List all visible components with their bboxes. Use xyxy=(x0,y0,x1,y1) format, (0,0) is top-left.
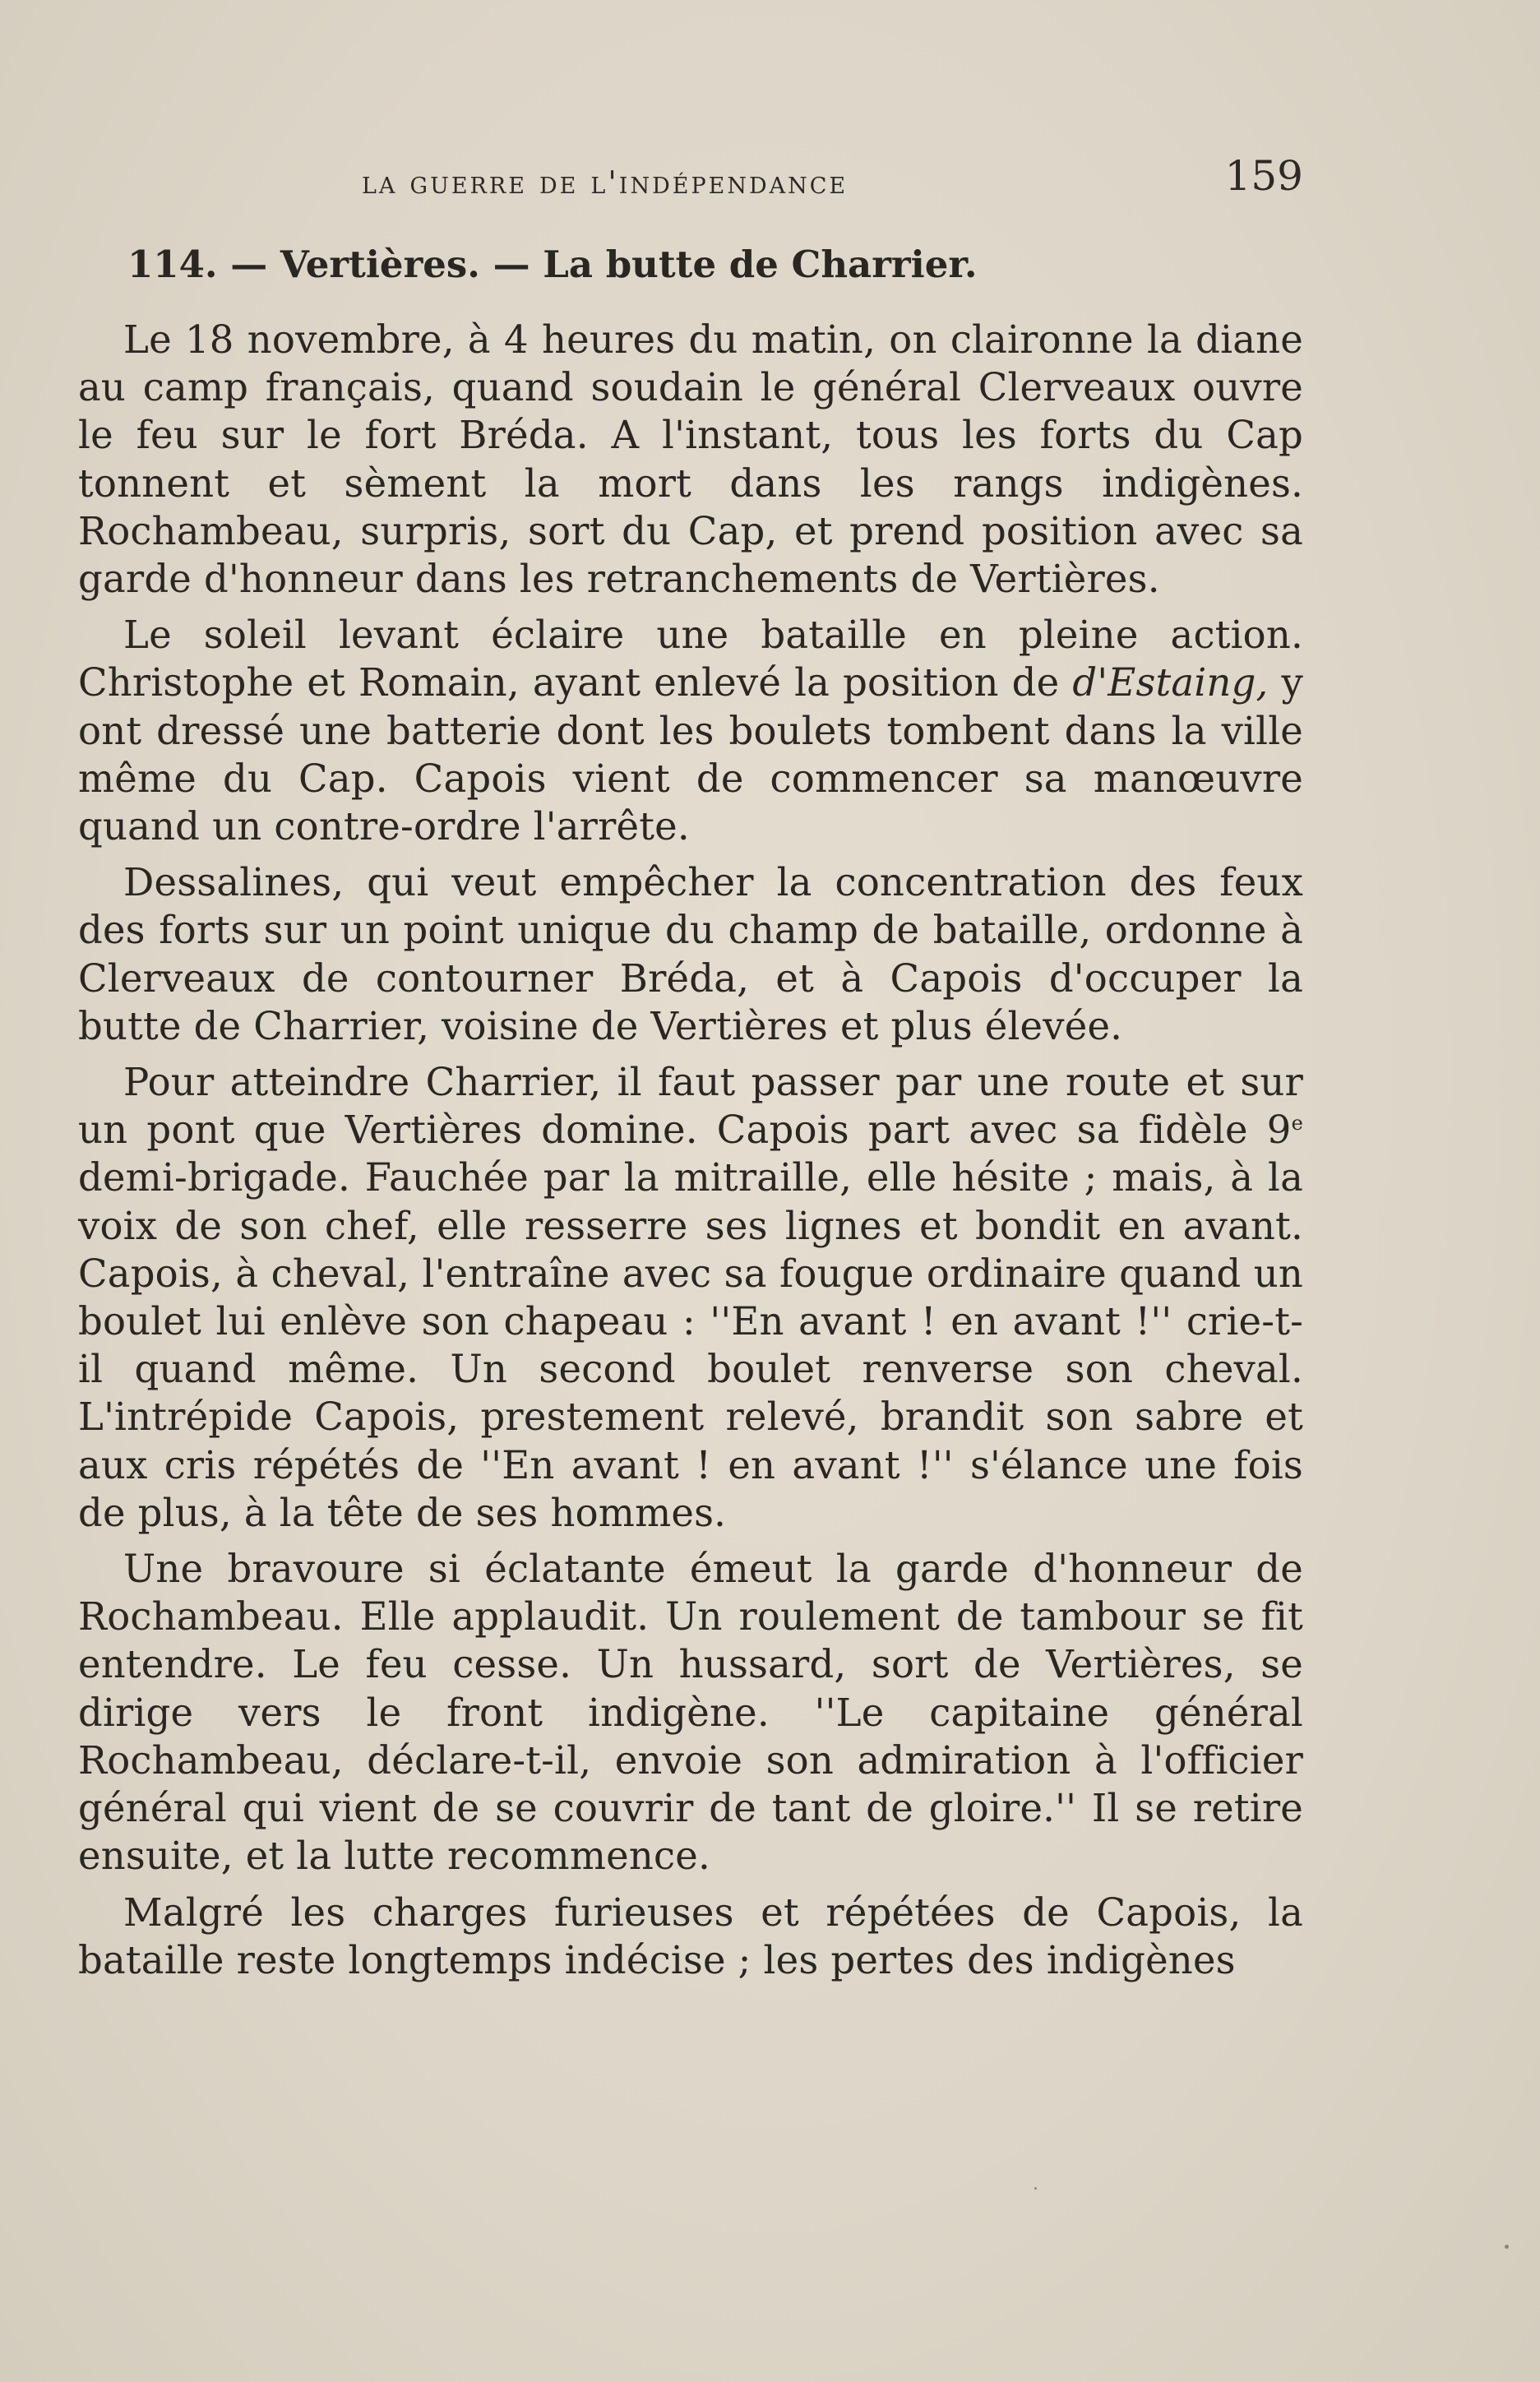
paragraph-2-part-1: Le soleil levant éclaire une bataille en pleine action. Christophe et Romain, ayant enlevé la position de xyxy=(78,613,1303,705)
paragraph-4 xyxy=(78,1058,1303,1537)
paragraph-2 xyxy=(78,611,1303,850)
paragraph-1: Le 18 novembre, à 4 heures du matin, on claironne la diane au camp français, quand soudain le général Clerveaux ouvre le feu sur le fort Bréda. A l'instant, tous les forts du Cap tonnent et sèment la mort dans les rangs indigènes. Rochambeau, surpris, sort du Cap, et prend position avec sa garde d'honneur dans les retranchements de Vertières. xyxy=(78,317,1303,602)
paragraph-6: Malgré les charges furieuses et répétées de Capois, la bataille reste longtemps indécise ; les pertes des indigènes xyxy=(78,1889,1303,1982)
paragraph-2-part-2: y ont dressé une batterie dont les boulets tombent dans la ville même du Cap. Capois vient de commencer sa manœuvre quand un contre-ordre l'arrête. xyxy=(78,660,1304,849)
running-title: la guerre de l'indépendance xyxy=(362,164,849,201)
paragraph-2-italic: d'Estaing, xyxy=(1072,660,1269,705)
paragraph-4-part-2: demi-brigade. Fauchée par la mitraille, elle hésite ; mais, à la voix de son chef, elle resserre ses lignes et bondit en avant. Capois, à cheval, l'entraîne avec sa fougue ordinaire quand un boulet lui enlève son chapeau : ''En avant ! en avant !'' crie-t-il quand même. Un second boulet renverse son cheval. L'intrépide Capois, prestement relevé, brandit son sabre et aux cris répétés de ''En avant ! en avant !'' s'élance une fois de plus, à la tête de ses hommes. xyxy=(78,1155,1303,1535)
page-number: 159 xyxy=(1224,152,1303,200)
running-head xyxy=(78,148,1303,206)
text-block xyxy=(78,148,1303,1992)
paragraph-3: Dessalines, qui veut empêcher la concentration des feux des forts sur un point unique du champ de bataille, ordonne à Clerveaux de contourner Bréda, et à Capois d'occuper la butte de Charrier, voisine de Vertières et plus élevée. xyxy=(78,860,1303,1048)
paper-speck xyxy=(1505,2245,1509,2249)
paragraph-5: Une bravoure si éclatante émeut la garde d'honneur de Rochambeau. Elle applaudit. Un roulement de tambour se fit entendre. Le feu cesse. Un hussard, sort de Vertières, se dirige vers le front indigène. ''Le capitaine général Rochambeau, déclare-t-il, envoie son admiration à l'officier général qui vient de se couvrir de tant de gloire.'' Il se retire ensuite, et la lutte recommence. xyxy=(78,1547,1303,1879)
paper-speck xyxy=(1034,2187,1037,2190)
section-title: 114. — Vertières. — La butte de Charrier. xyxy=(127,243,978,286)
paragraph-4-part-1: Pour atteindre Charrier, il faut passer par une route et sur un pont que Vertières domine. Capois part avec sa fidèle 9 xyxy=(78,1060,1303,1153)
paragraph-4-superscript: e xyxy=(1291,1112,1303,1135)
